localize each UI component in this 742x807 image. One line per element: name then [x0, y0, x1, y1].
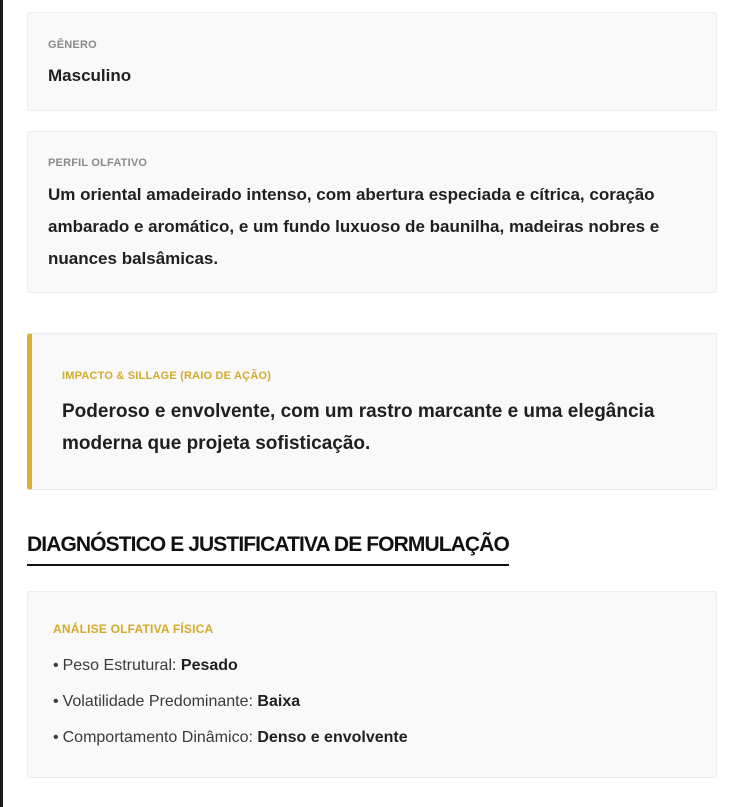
impacto-sillage-label: IMPACTO & SILLAGE (RAIO DE AÇÃO): [62, 370, 272, 382]
item-value: Denso e envolvente: [257, 729, 408, 746]
section-title: DIAGNÓSTICO E JUSTIFICATIVA DE FORMULAÇÃO: [27, 533, 509, 566]
item-key: Peso Estrutural:: [62, 657, 177, 674]
list-item: [53, 655, 408, 691]
perfil-olfativo-value: Um oriental amadeirado intenso, com abertura especiada e cítrica, coração ambarado e aromático, e um fundo luxuoso de baunilha, madeiras nobres e nuances balsâmicas.: [48, 185, 660, 268]
item-value: Baixa: [257, 693, 301, 710]
list-item: [53, 727, 408, 763]
bullet-icon: •: [53, 657, 59, 674]
analise-olfativa-card: [27, 591, 717, 778]
page-left-border: [0, 0, 3, 807]
bullet-icon: •: [53, 693, 59, 710]
genero-card: [27, 12, 717, 111]
list-item: [53, 691, 408, 727]
item-key: Comportamento Dinâmico:: [62, 729, 253, 746]
analise-olfativa-label: ANÁLISE OLFATIVA FÍSICA: [53, 622, 214, 636]
perfil-olfativo-card: [27, 131, 717, 293]
genero-label: GÊNERO: [48, 39, 97, 51]
analise-list: [53, 655, 408, 763]
perfil-olfativo-label: PERFIL OLFATIVO: [48, 157, 148, 169]
item-key: Volatilidade Predominante:: [62, 693, 253, 710]
impacto-sillage-card: [27, 333, 717, 490]
bullet-icon: •: [53, 729, 59, 746]
item-value: Pesado: [180, 657, 238, 674]
impacto-sillage-value: Poderoso e envolvente, com um rastro marcante e uma elegância moderna que projeta sofisticação.: [62, 401, 655, 454]
genero-value: Masculino: [48, 66, 132, 85]
